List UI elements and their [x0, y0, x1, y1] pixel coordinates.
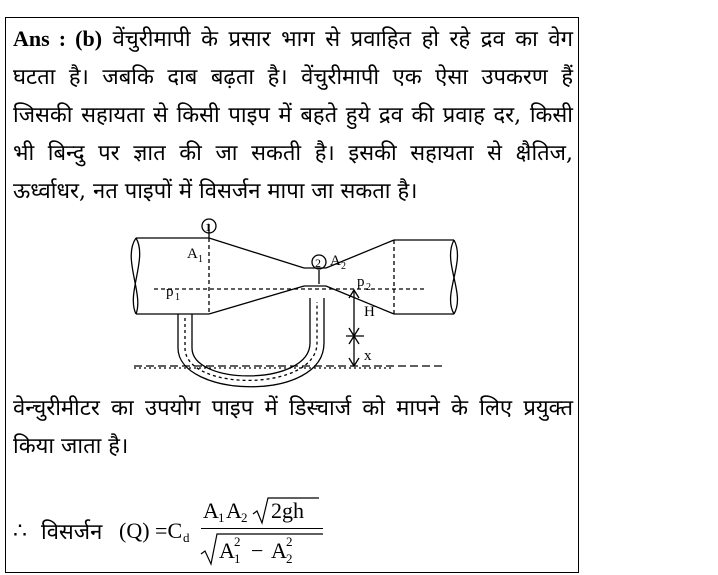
answer-box	[5, 17, 579, 573]
usage-paragraph: वेन्चुरीमीटर का उपयोग पाइप में डिस्चार्ज को मापने के लिए प्रयुक्त किया जाता है।	[13, 396, 573, 459]
sqrt-term: 2gh	[271, 498, 304, 523]
denominator-a1-sub: 1	[234, 551, 241, 566]
area2-label: A	[330, 253, 341, 269]
pressure2-label: p	[357, 274, 365, 290]
venturimeter-diagram	[114, 218, 474, 396]
area1-label: A	[187, 246, 198, 262]
answer-text: वेंचुरीमापी के प्रसार भाग से प्रवाहित हो रहे द्रव का वेग घटता है। जबकि दाब बढ़ता है। वेंचुरीमापी एक ऐसा उपकरण हैं जिसकी सहायता से किसी पाइप में बहते हुये द्रव की प्रवाह दर, किसी भी बिन्दु पर ज्ञात की जा सकती है। इसकी सहायता से क्षैतिज, ऊर्ध्वाधर, नत पाइपों में विसर्जन मापा जा सकता है।	[13, 27, 573, 204]
head-label: H	[364, 304, 375, 320]
numerator-a2: A	[226, 498, 242, 523]
therefore-symbol: ∴	[13, 518, 27, 543]
formula-word: विसर्जन	[41, 520, 103, 545]
denominator-a1-sup: 2	[234, 534, 241, 549]
formula-q: (Q) =C	[119, 518, 183, 543]
denominator-a2: A	[271, 538, 287, 563]
pressure1-sub: 1	[175, 292, 180, 303]
pressure2-sub: 2	[366, 282, 371, 293]
answer-label: Ans : (b)	[13, 26, 103, 51]
denominator-a2-sub: 2	[286, 551, 293, 566]
area1-sub: 1	[198, 254, 203, 265]
numerator-a1: A	[203, 498, 219, 523]
point1-label: 1	[205, 220, 211, 234]
numerator-a2-sub: 2	[241, 510, 248, 525]
cd-subscript: d	[183, 530, 190, 545]
pressure1-label: p	[166, 284, 174, 300]
fraction-bar	[201, 528, 323, 529]
area2-sub: 2	[341, 261, 346, 272]
answer-paragraph	[13, 20, 573, 211]
x-label: x	[364, 348, 372, 364]
numerator-a1-sub: 1	[218, 510, 225, 525]
discharge-formula	[13, 482, 573, 568]
point2-label: 2	[315, 256, 321, 270]
denominator-a2-sup: 2	[286, 534, 293, 549]
denominator-a1: A	[219, 538, 235, 563]
denominator-minus: −	[251, 538, 264, 563]
